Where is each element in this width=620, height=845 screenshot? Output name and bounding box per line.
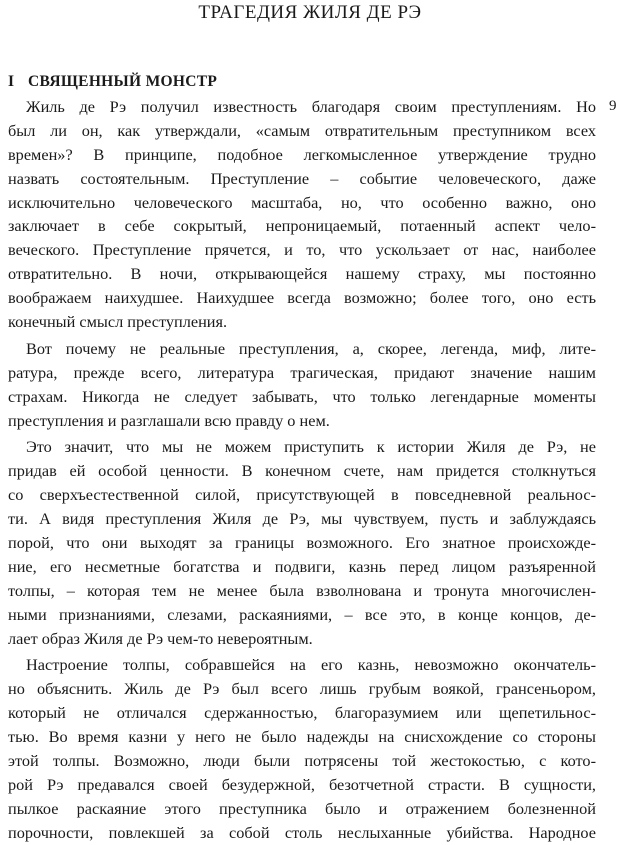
text-line: Вот почему не реальные преступления, а, скорее, легенда, миф, лите-	[26, 338, 596, 358]
text-line: заключает в себе сокрытый, непроницаемый, потаенный аспект чело-	[8, 216, 596, 236]
text-line: страхам. Никогда не следует забывать, что только легендарные моменты	[8, 386, 596, 406]
chapter-title: СВЯЩЕННЫЙ МОНСТР	[28, 73, 218, 90]
chapter-heading	[8, 73, 217, 91]
page-number: 9	[609, 98, 617, 114]
text-line: рой Рэ предавался своей безудержной, безотчетной страсти. В сущности,	[8, 774, 596, 794]
paragraph	[8, 337, 596, 433]
text-line: ными признаниями, слезами, раскаяниями, – все это, в конце концов, де-	[8, 604, 596, 624]
text-line: порой, что они выходят за границы возможного. Его знатное происхожде-	[8, 533, 596, 553]
text-line: лает образ Жиля де Рэ чем-то невероятным.	[8, 628, 313, 648]
text-line: назвать состоятельным. Преступление – событие человеческого, даже	[8, 168, 596, 188]
text-line: Это значит, что мы не можем приступить к истории Жиля де Рэ, не	[26, 437, 596, 457]
text-line: ние, его несметные богатства и подвиги, казнь перед лицом разъяренной	[8, 556, 596, 576]
text-line: отвратительно. В ночи, открывающейся нашему страху, мы постоянно	[8, 264, 596, 284]
text-line: конечный смысл преступления.	[8, 312, 228, 332]
text-line: со сверхъестественной силой, присутствующей в повседневной реальнос-	[8, 485, 596, 505]
text-line: ратура, прежде всего, литература трагическая, придают значение нашим	[8, 362, 596, 382]
chapter-number: I	[8, 73, 15, 90]
text-line: порочности, повлекшей за собой столь неслыханные убийства. Народное	[8, 822, 596, 842]
text-line: пылкое раскаяние этого преступника было и отражением болезненной	[8, 798, 596, 818]
text-line: тью. Во время казни у него не было надежды на снисхождение со стороны	[8, 727, 596, 747]
paragraph	[8, 653, 596, 844]
text-line: этой толпы. Возможно, люди были потрясены той жестокостью, с кото-	[8, 751, 596, 771]
running-head: ТРАГЕДИЯ ЖИЛЯ ДЕ РЭ	[198, 2, 422, 23]
text-line: преступления и разглашали всю правду о нем.	[8, 410, 330, 430]
text-line: придав ей особой ценности. В конечном счете, нам придется столкнуться	[8, 461, 596, 481]
paragraph	[8, 435, 596, 650]
text-line: но объяснить. Жиль де Рэ был всего лишь грубым воякой, грансеньором,	[8, 679, 596, 699]
text-line: Настроение толпы, собравшейся на его казнь, невозможно окончатель-	[26, 655, 596, 675]
text-line: воображаем наихудшее. Наихудшее всегда возможно; более того, оно есть	[8, 288, 596, 308]
text-line: исключительно человеческого масштаба, но, что особенно важно, оно	[8, 192, 596, 212]
text-line: веческого. Преступление прячется, и то, что ускользает от нас, наиболее	[8, 240, 596, 260]
text-line: ти. А видя преступления Жиля де Рэ, мы чувствуем, пусть и заблуждаясь	[8, 509, 596, 529]
text-line: который не отличался сдержанностью, благоразумием или щепетильнос-	[8, 703, 596, 723]
text-line: был ли он, как утверждали, «самым отвратительным преступником всех	[8, 120, 596, 140]
text-line: времен»? В принципе, подобное легкомысленное утверждение трудно	[8, 144, 596, 164]
paragraph	[8, 95, 596, 334]
text-line: Жиль де Рэ получил известность благодаря своим преступлениям. Но	[26, 97, 596, 116]
text-line: толпы, – которая тем не менее была взволнована и тронута многочислен-	[8, 580, 596, 600]
body-text	[8, 95, 596, 845]
